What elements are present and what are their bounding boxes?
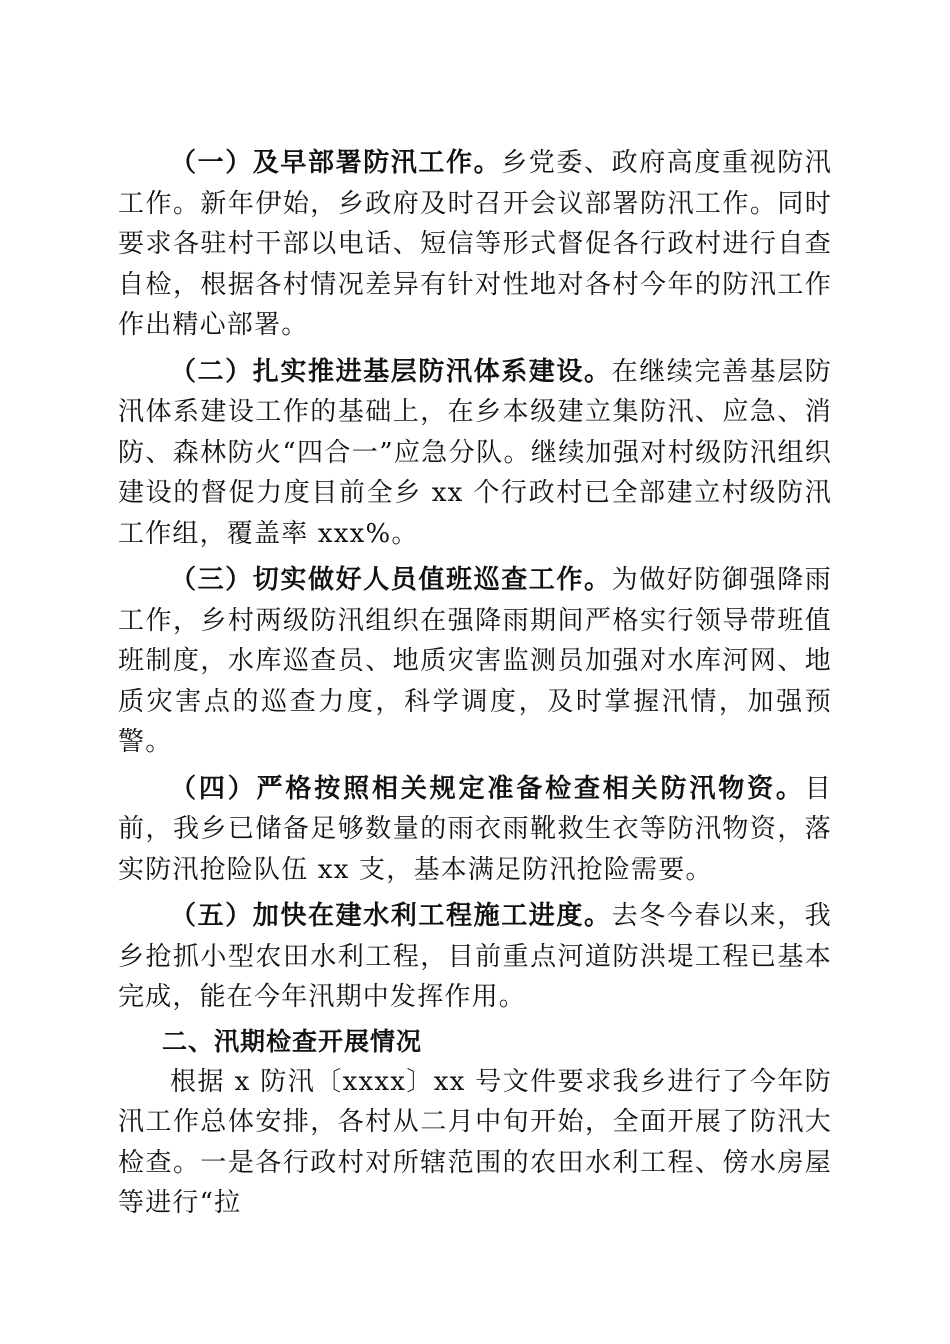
- paragraph-1-lead: （一）及早部署防汛工作。: [170, 148, 502, 178]
- paragraph-4: [118, 769, 832, 891]
- paragraph-3-text: 为做好防御强降雨工作，乡村两级防汛组织在强降雨期间严格实行领导带班值班制度，水库巡查员、地质灾害监测员加强对水库河网、地质灾害点的巡查力度，科学调度，及时掌握汛情，加强预警。: [118, 565, 832, 757]
- document-page: [118, 143, 832, 1224]
- paragraph-5: [118, 896, 832, 1018]
- paragraph-1-text: 乡党委、政府高度重视防汛工作。新年伊始，乡政府及时召开会议部署防汛工作。同时要求各驻村干部以电话、短信等形式督促各行政村进行自查自检，根据各村情况差异有针对性地对各村今年的防汛工作作出精心部署。: [118, 148, 832, 340]
- paragraph-5-lead: （五）加快在建水利工程施工进度。: [170, 901, 612, 931]
- paragraph-3-lead: （三）切实做好人员值班巡查工作。: [170, 565, 612, 595]
- paragraph-2-lead: （二）扎实推进基层防汛体系建设。: [170, 356, 612, 387]
- section-paragraph: 根据 x 防汛〔xxxx〕xx 号文件要求我乡进行了今年防汛工作总体安排，各村从二月中旬开始，全面开展了防汛大检查。一是各行政村对所辖范围的农田水利工程、傍水房屋等进行“拉: [118, 1066, 832, 1218]
- paragraph-5-text: 去冬今春以来，我乡抢抓小型农田水利工程，目前重点河道防洪堤工程已基本完成，能在今年汛期中发挥作用。: [118, 901, 832, 1012]
- paragraph-1: [118, 143, 832, 346]
- section-heading: 二、汛期检查开展情况: [162, 1026, 423, 1056]
- paragraph-3: [118, 560, 832, 763]
- paragraph-4-text: 目前，我乡已储备足够数量的雨衣雨靴救生衣等防汛物资，落实防汛抢险队伍 xx 支，基本满足防汛抢险需要。: [118, 773, 832, 885]
- paragraph-2: [118, 352, 832, 555]
- paragraph-4-lead: （四）严格按照相关规定准备检查相关防汛物资。: [170, 773, 805, 804]
- paragraph-2-text: 在继续完善基层防汛体系建设工作的基础上，在乡本级建立集防汛、应急、消防、森林防火“四合一”应急分队。继续加强对村级防汛组织建设的督促力度目前全乡 xx 个行政村已全部建立村级防汛工作组，覆盖率 xxx%。: [118, 356, 832, 549]
